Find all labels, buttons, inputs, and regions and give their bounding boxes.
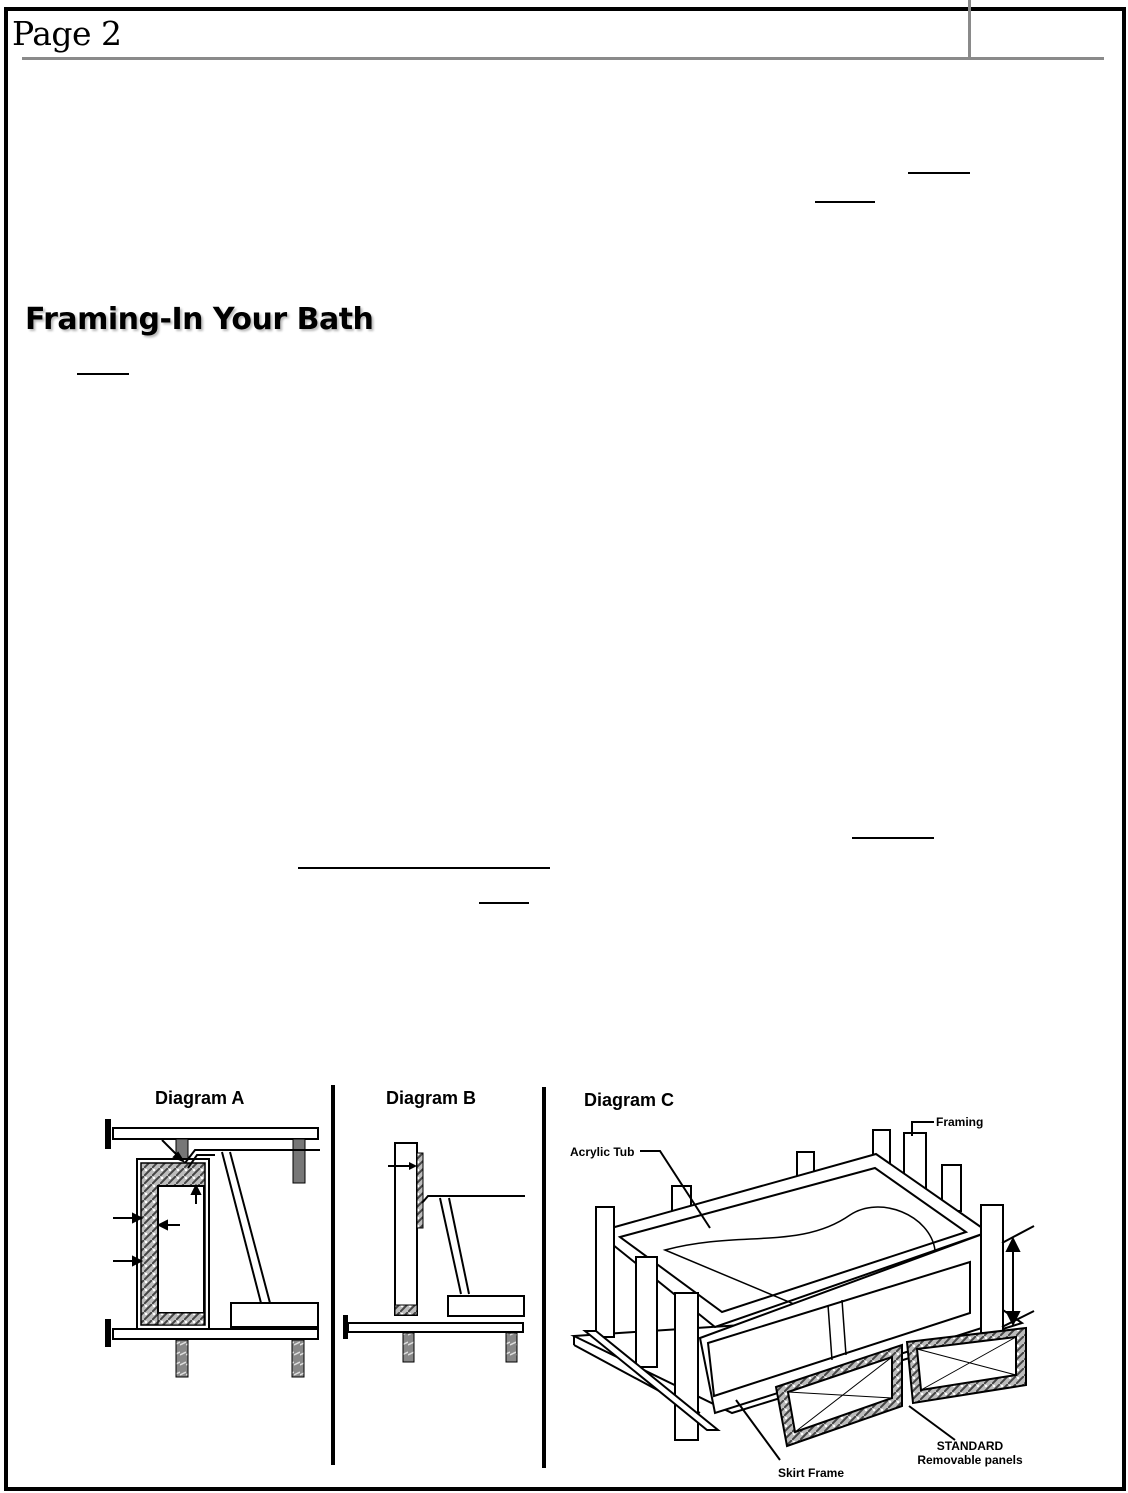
bottom-plate <box>158 1313 204 1325</box>
label-framing: Framing <box>936 1115 984 1129</box>
wall-stud <box>395 1143 417 1315</box>
stud-cavity <box>158 1186 204 1313</box>
diagram-c-title: Diagram C <box>584 1090 675 1110</box>
floor-joist <box>176 1340 188 1377</box>
diagram-a-title: Diagram A <box>155 1088 245 1108</box>
floor-joist <box>506 1333 517 1362</box>
subfloor <box>113 1329 318 1339</box>
tub-base <box>231 1303 318 1327</box>
floor-edge <box>105 1319 111 1347</box>
label-skirt-frame: Skirt Frame <box>778 1466 845 1480</box>
floor-joist <box>403 1333 414 1362</box>
diagram-b-graphic <box>343 1143 525 1362</box>
label-standard: STANDARD <box>936 1439 1004 1453</box>
floor-joist <box>292 1340 304 1377</box>
label-removable-panels: Removable panels <box>917 1453 1023 1467</box>
label-acrylic-tub: Acrylic Tub <box>570 1145 635 1159</box>
diagram-b-title: Diagram B <box>386 1088 477 1108</box>
subfloor <box>348 1323 523 1332</box>
page-header: Page 2 <box>12 14 122 53</box>
diagram-c-graphic <box>574 1122 1034 1460</box>
section-title: Framing-In Your Bath <box>25 302 374 337</box>
tub-base <box>448 1296 524 1316</box>
